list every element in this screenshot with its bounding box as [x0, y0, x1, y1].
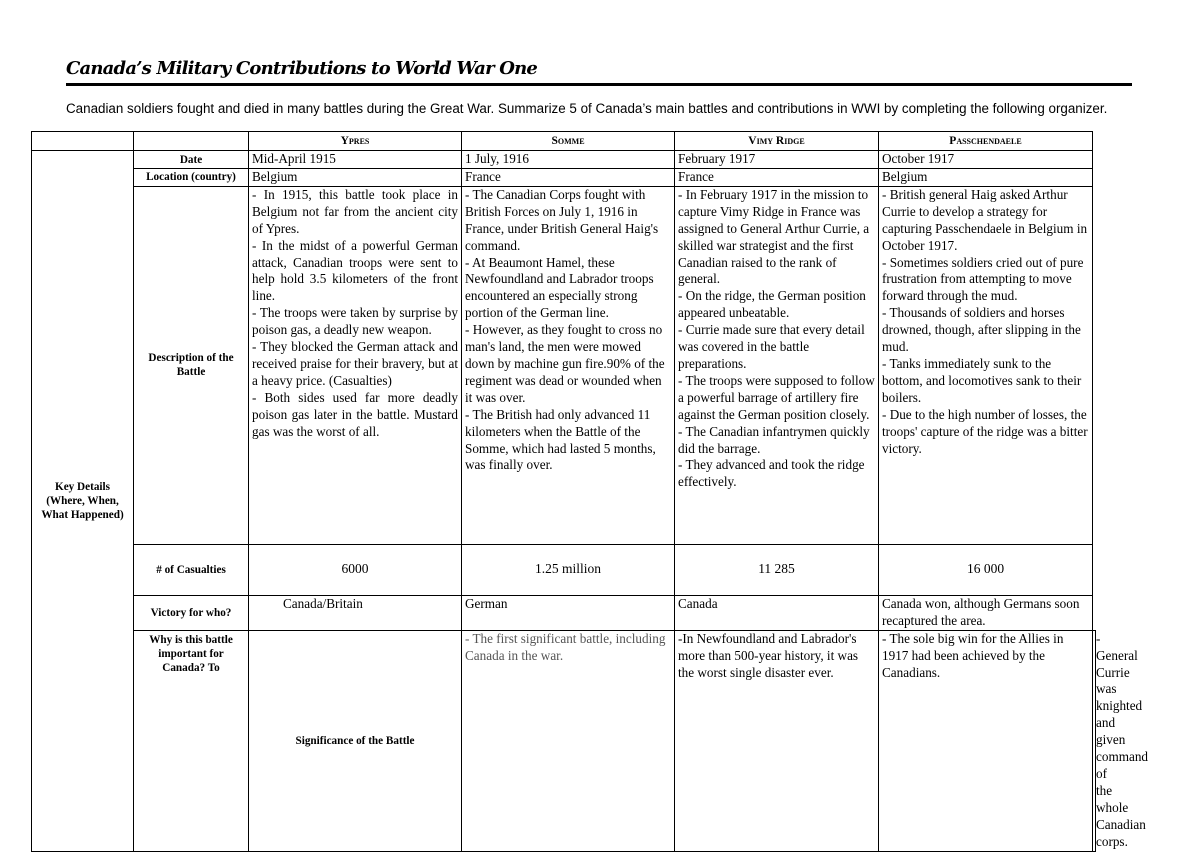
location-somme: France	[462, 169, 675, 187]
casualties-somme: 1.25 million	[462, 544, 675, 595]
casualties-passchendaele: 16 000	[879, 544, 1093, 595]
date-passchendaele: October 1917	[879, 151, 1093, 169]
description-line: - Sometimes soldiers cried out of pure frustration from attempting to move forward through the mud.	[882, 254, 1084, 304]
description-line: - The troops were taken by surprise by poison gas, a deadly new weapon.	[252, 305, 458, 338]
victory-vimy: Canada	[675, 595, 879, 630]
header-blank-2	[134, 132, 249, 151]
description-line: - In February 1917 in the mission to capture Vimy Ridge in France was assigned to General Arthur Currie, a skilled war strategist and the first Canadian raised to the rank of general.	[678, 186, 870, 287]
instructions-text: Canadian soldiers fought and died in many battles during the Great War. Summarize 5 of Canada’s main battles and contributions in WWI by completing the following organizer.	[66, 101, 1108, 116]
description-line: - However, as they fought to cross no man's land, the men were mowed down by machine gun fire.90% of the regiment was dead or wounded when it was over.	[465, 322, 665, 405]
significance-passchendaele: - General Currie was knighted and given command of the whole Canadian corps.	[1093, 630, 1096, 851]
victory-ypres	[249, 595, 462, 630]
description-line: - Thousands of soldiers and horses drowned, though, after slipping in the mud.	[882, 305, 1081, 355]
description-line: - Due to the high number of losses, the troops' capture of the ridge was a bitter victory.	[882, 406, 1088, 456]
description-line: - They blocked the German attack and received praise for their bravery, but at a heavy price. (Casualties)	[252, 339, 458, 388]
victory-passchendaele: Canada won, although Germans soon recaptured the area.	[879, 595, 1093, 630]
significance-ypres: - The first significant battle, including Canada in the war.	[462, 630, 675, 851]
description-somme	[462, 186, 675, 544]
significance-somme: -In Newfoundland and Labrador's more than 500-year history, it was the worst single disaster ever.	[675, 630, 879, 851]
key-details-label: Key Details (Where, When, What Happened)	[32, 151, 134, 852]
description-line: - The troops were supposed to follow a powerful barrage of artillery fire against the German position closely.	[678, 372, 875, 422]
battle-organizer-table	[31, 131, 1149, 852]
victory-ypres-text: Canada/Britain	[283, 595, 363, 611]
description-line: - In 1915, this battle took place in Belgium not far from the ancient city of Ypres.	[252, 186, 458, 236]
description-line: - The Canadian infantrymen quickly did the barrage.	[678, 423, 870, 456]
location-row	[32, 169, 1096, 187]
why-important-label: Why is this battle important for Canada? To	[134, 630, 249, 851]
description-line: - British general Haig asked Arthur Currie to develop a strategy for capturing Passchendaele in Belgium in October 1917.	[882, 186, 1088, 253]
description-line: - Tanks immediately sunk to the bottom, and locomotives sank to their boilers.	[882, 355, 1082, 405]
date-vimy: February 1917	[675, 151, 879, 169]
document-title: Canada’s Military Contributions to World War One	[66, 58, 538, 79]
casualties-label: # of Casualties	[134, 544, 249, 595]
title-underline	[66, 83, 1132, 86]
significance-vimy: - The sole big win for the Allies in 1917 had been achieved by the Canadians.	[879, 630, 1093, 851]
header-somme: Somme	[462, 132, 675, 151]
description-line: - In the midst of a powerful German attack, Canadian troops were sent to help hold 3.5 kilometers of the front line.	[252, 237, 458, 304]
casualties-row	[32, 544, 1096, 595]
location-vimy: France	[675, 169, 879, 187]
header-passchendaele: Passchendaele	[879, 132, 1093, 151]
description-passchendaele	[879, 186, 1093, 544]
header-vimy-ridge: Vimy Ridge	[675, 132, 879, 151]
description-line: - The British had only advanced 11 kilometers when the Battle of the Somme, which had lasted 5 months, was finally over.	[465, 406, 656, 473]
header-row	[32, 132, 1096, 151]
date-ypres: Mid-April 1915	[249, 151, 462, 169]
header-blank-1	[32, 132, 134, 151]
description-line: - On the ridge, the German position appeared unbeatable.	[678, 288, 866, 321]
victory-row	[32, 595, 1096, 630]
date-label: Date	[134, 151, 249, 169]
casualties-vimy: 11 285	[675, 544, 879, 595]
description-ypres	[249, 186, 462, 544]
location-ypres: Belgium	[249, 169, 462, 187]
location-label: Location (country)	[134, 169, 249, 187]
description-line: - Both sides used far more deadly poison gas later in the battle. Mustard gas was the worst of all.	[252, 389, 458, 439]
casualties-ypres: 6000	[249, 544, 462, 595]
description-label: Description of the Battle	[134, 186, 249, 544]
description-line: - The Canadian Corps fought with British Forces on July 1, 1916 in France, under British General Haig's command.	[465, 186, 659, 253]
victory-somme: German	[462, 595, 675, 630]
date-somme: 1 July, 1916	[462, 151, 675, 169]
significance-label: Significance of the Battle	[249, 630, 462, 851]
description-line: - At Beaumont Hamel, these Newfoundland and Labrador troops encountered an especially strong portion of the German line.	[465, 254, 654, 321]
location-passchendaele: Belgium	[879, 169, 1093, 187]
significance-row	[32, 630, 1096, 851]
date-row	[32, 151, 1096, 169]
victory-label: Victory for who?	[134, 595, 249, 630]
description-vimy	[675, 186, 879, 544]
description-line: - Currie made sure that every detail was covered in the battle preparations.	[678, 322, 865, 371]
description-line: - They advanced and took the ridge effectively.	[678, 457, 865, 490]
description-row	[32, 186, 1096, 544]
header-ypres: Ypres	[249, 132, 462, 151]
